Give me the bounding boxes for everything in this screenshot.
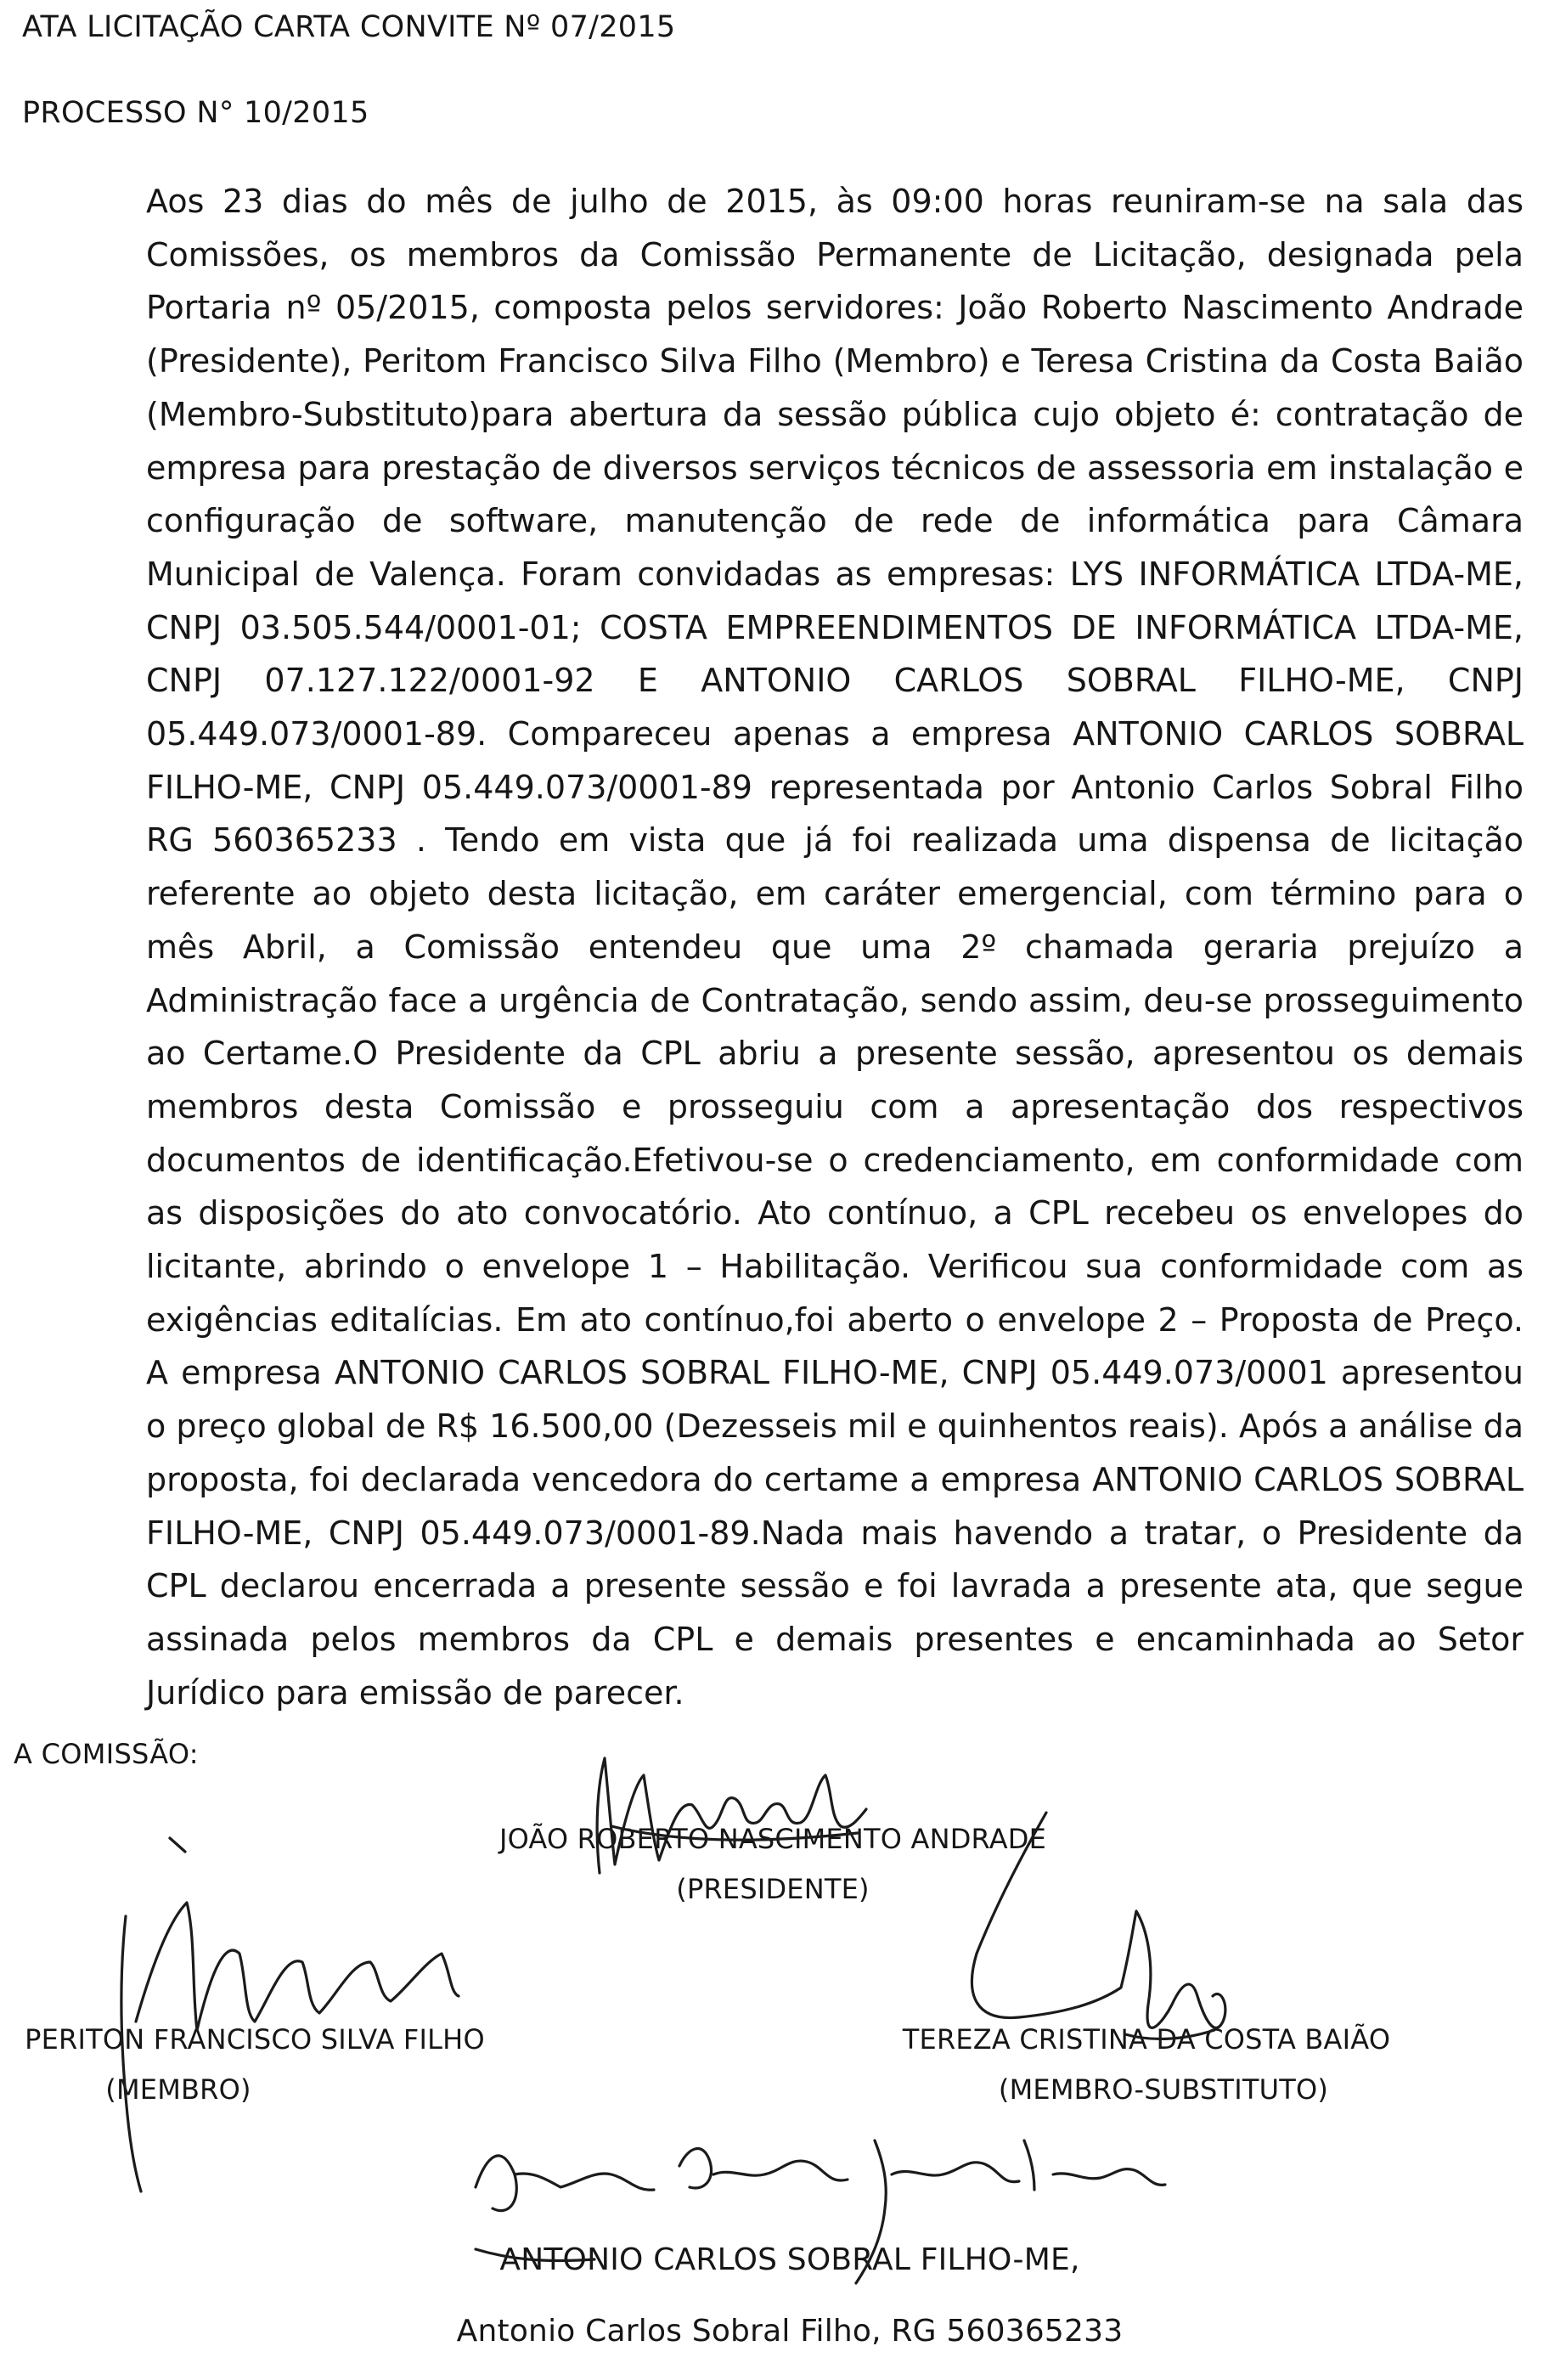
member-signature bbox=[121, 1838, 459, 2191]
document-title: ATA LICITAÇÃO CARTA CONVITE Nº 07/2015 bbox=[22, 10, 676, 44]
president-name: JOÃO ROBERTO NASCIMENTO ANDRADE bbox=[498, 1823, 1047, 1855]
commission-label: A COMISSÃO: bbox=[14, 1738, 199, 1770]
company-representative: Antonio Carlos Sobral Filho, RG 560365233 bbox=[456, 2314, 1124, 2349]
substitute-name: TEREZA CRISTINA DA COSTA BAIÃO bbox=[902, 2023, 1391, 2056]
president-role: (PRESIDENTE) bbox=[676, 1873, 870, 1905]
substitute-role: (MEMBRO-SUBSTITUTO) bbox=[998, 2073, 1329, 2106]
member-role: (MEMBRO) bbox=[105, 2073, 251, 2106]
president-signature bbox=[597, 1758, 866, 1873]
member-name: PERITON FRANCISCO SILVA FILHO bbox=[25, 2023, 485, 2056]
minutes-body: Aos 23 dias do mês de julho de 2015, às 09:00 horas reuniram-se na sala das Comissões, os membros da Comissão Permanente de Licitação, designada pela Portaria nº 05/2015, composta pelos servidores: João Roberto Nascimento Andrade (Presidente), Peritom Francisco Silva Filho (Membro) e Teresa Cristina da Costa Baião (Membro-Substituto)para abertura da sessão pública cujo objeto é: contratação de empresa para prestação de diversos serviços técnicos de assessoria em instalação e configuração de software, manutenção de rede de informática para Câmara Municipal de Valença. Foram convidadas as empresas: LYS INFORMÁTICA LTDA-ME, CNPJ 03.505.544/0001-01; COSTA EMPREENDIMENTOS DE INFORMÁTICA LTDA-ME, CNPJ 07.127.122/0001-92 E ANTONIO CARLOS SOBRAL FILHO-ME, CNPJ 05.449.073/0001-89. Compareceu apenas a empresa ANTONIO CARLOS SOBRAL FILHO-ME, CNPJ 05.449.073/0001-89 representada por Antonio Carlos Sobral Filho RG 560365233 . Tendo em vista que já foi realizada uma dispensa de licitação referente ao objeto desta licitação, em caráter emergencial, com término para o mês Abril, a Comissão entendeu que uma 2º chamada geraria prejuízo a Administração face a urgência de Contratação, sendo assim, deu-se prosseguimento ao Certame.O Presidente da CPL abriu a presente sessão, apresentou os demais membros desta Comissão e prosseguiu com a apresentação dos respectivos documentos de identificação.Efetivou-se o credenciamento, em conformidade com as disposições do ato convocatório. Ato contínuo, a CPL recebeu os envelopes do licitante, abrindo o envelope 1 – Habilitação. Verificou sua conformidade com as exigências editalícias. Em ato contínuo,foi aberto o envelope 2 – Proposta de Preço. A empresa ANTONIO CARLOS SOBRAL FILHO-ME, CNPJ 05.449.073/0001 apresentou o preço global de R$ 16.500,00 (Dezesseis mil e quinhentos reais). Após a análise da proposta, foi declarada vencedora do certame a empresa ANTONIO CARLOS SOBRAL FILHO-ME, CNPJ 05.449.073/0001-89.Nada mais havendo a tratar, o Presidente da CPL declarou encerrada a presente sessão e foi lavrada a presente ata, que segue assinada pelos membros da CPL e demais presentes e encaminhada ao Setor Jurídico para emissão de parecer. bbox=[146, 183, 1524, 1712]
process-number: PROCESSO N° 10/2015 bbox=[22, 96, 369, 130]
company-name: ANTONIO CARLOS SOBRAL FILHO-ME, bbox=[499, 2242, 1080, 2277]
